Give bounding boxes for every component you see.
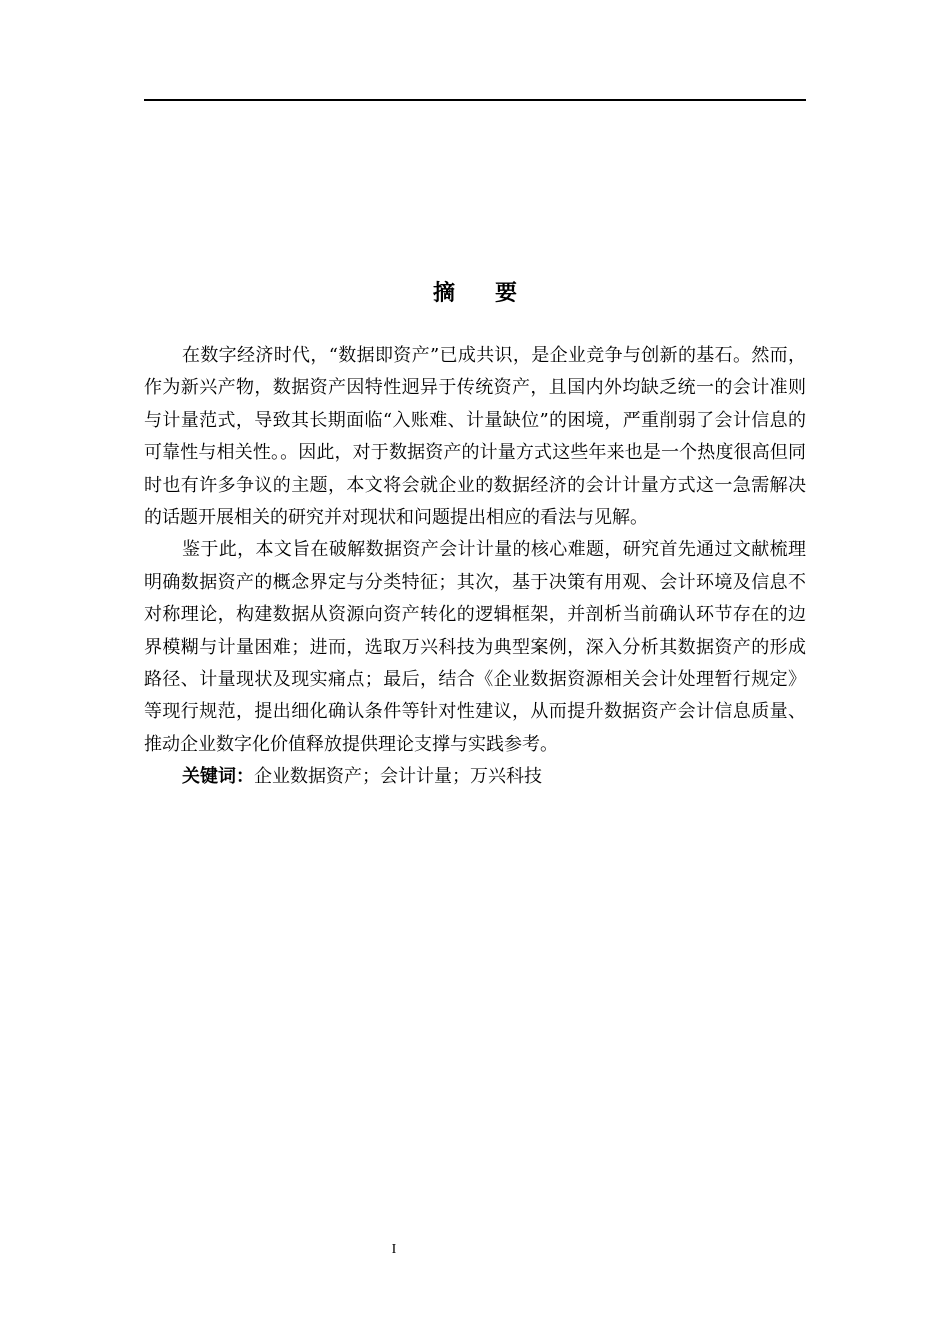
keywords-line [144,761,806,793]
abstract-body [144,340,806,794]
abstract-title: 摘要 [432,281,557,306]
header-rule [144,99,806,101]
abstract-paragraph-2: 鉴于此，本文旨在破解数据资产会计计量的核心难题，研究首先通过文献梳理明确数据资产的概念界定与分类特征；其次，基于决策有用观、会计环境及信息不对称理论，构建数据从资源向资产转化的逻辑框架，并剖析当前确认环节存在的边界模糊与计量困难；进而，选取万兴科技为典型案例，深入分析其数据资产的形成路径、计量现状及现实痛点；最后，结合《企业数据资源相关会计处理暂行规定》等现行规范，提出细化确认条件等针对性建议，从而提升数据资产会计信息质量、推动企业数字化价值释放提供理论支撑与实践参考。 [144,539,806,755]
page-number: I [391,1242,397,1257]
abstract-paragraph-1: 在数字经济时代，“数据即资产”已成共识，是企业竞争与创新的基石。然而，作为新兴产物，数据资产因特性迥异于传统资产，且国内外均缺乏统一的会计准则与计量范式，导致其长期面临“入账难、计量缺位”的困境，严重削弱了会计信息的可靠性与相关性。。因此，对于数据资产的计量方式这些年来也是一个热度很高但同时也有许多争议的主题，本文将会就企业的数据经济的会计计量方式这一急需解决的话题开展相关的研究并对现状和问题提出相应的看法与见解。 [144,345,806,529]
keywords-value: 企业数据资产；会计计量；万兴科技 [254,766,542,788]
keywords-label: 关键词： [182,766,254,788]
